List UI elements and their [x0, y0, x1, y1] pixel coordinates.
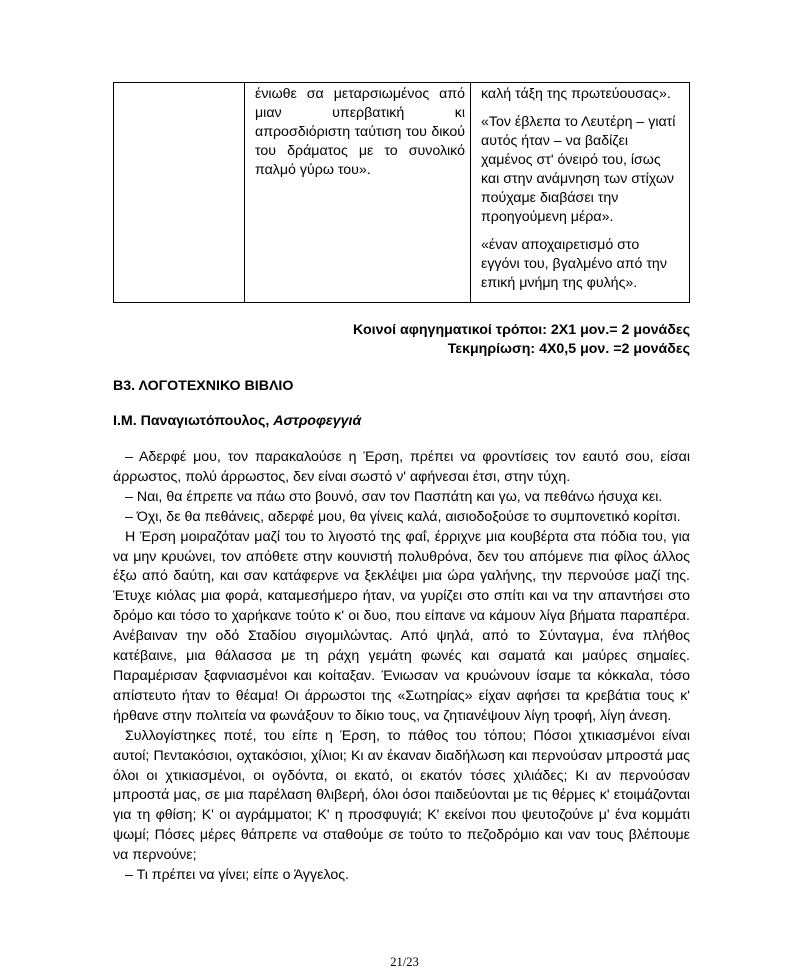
- book-author: Ι.Μ. Παναγιωτόπουλος,: [113, 413, 274, 429]
- paragraph: – Τι πρέπει να γίνει; είπε ο Άγγελος.: [125, 867, 349, 884]
- paragraph: – Όχι, δε θα πεθάνεις, αδερφέ μου, θα γίνεις καλά, αισιοδοξούσε το συμπονετικό κορίτσι.: [125, 508, 681, 525]
- book-title: Αστροφεγγιά: [273, 413, 362, 429]
- interpretation-text: ένιωθε σα μεταρσιωμένος από μιαν υπερβατική κι απροσδιόριστη ταύτιση του δικού του δράματος με το συνολικό παλμό γύρω του».: [255, 86, 465, 178]
- excerpt-text: [113, 448, 690, 886]
- section-title: Β3. ΛΟΓΟΤΕΧΝΙΚΟ ΒΙΒΛΙΟ: [113, 378, 294, 394]
- paragraph: – Ναι, θα έπρεπε να πάω στο βουνό, σαν τον Πασπάτη και γω, να πεθάνω ήσυχα κει.: [125, 488, 663, 505]
- scoring-line-2: Τεκμηρίωση: 4Χ0,5 μον. =2 μονάδες: [447, 341, 690, 357]
- paragraph: Συλλογίστηκες ποτέ, του είπε η Έρση, το πάθος του τόπου; Πόσοι χτικιασμένοι είναι αυτοί; Πεντακόσιοι, οχτακόσιοι, χίλιοι; Κι αν έκαναν διαδήλωση και περνούσαν μπροστά μας όλοι οι χτικιασμένοι, οι ογδόντα, οι εκατό, οι εκατόν τόσες χιλιάδες; Κι αν περνούσαν μπροστά μας, σε μια παρέλαση θλιβερή, όλοι όσοι παιδεύονται με τις θέρμες κ' ετοιμάζονται για τη φθίση; Κ' οι αγράμματοι; Κ' η προσφυγιά; Κ' εκείνοι που ψευτοζούνε μ' ένα κομμάτι ψωμί; Πόσες μέρες θάπρεπε να σταθούμε σε τούτο το πεζοδρόμιο και ναν τους βλέπουμε να περνούνε;: [113, 727, 690, 864]
- quote-text: καλή τάξη της πρωτεύουσας».: [481, 86, 671, 102]
- paragraph: – Αδερφέ μου, τον παρακαλούσε η Έρση, πρέπει να φροντίσεις τον εαυτό σου, είσαι άρρωστος, πολύ άρρωστος, δεν είναι σωστό ν' αφήνεσαι έτσι, στην τύχη.: [113, 449, 690, 485]
- page-number: 21/23: [390, 955, 419, 969]
- book-heading: [113, 412, 361, 431]
- scoring-line-1: Κοινοί αφηγηματικοί τρόποι: 2Χ1 μον.= 2 μονάδες: [353, 322, 690, 338]
- table-cell-interpretation: [245, 83, 471, 303]
- answer-table: [113, 82, 690, 303]
- quote-text: «Τον έβλεπα το Λευτέρη – γιατί αυτός ήταν – να βαδίζει χαμένος στ' όνειρό του, ίσως και στην ανάμνηση των στίχων πούχαμε διαβάσει την προηγούμενη μέρα».: [481, 114, 676, 225]
- quote-text: «έναν αποχαιρετισμό στο εγγόνι του, βγαλμένο από την επική μνήμη της φυλής».: [481, 237, 667, 291]
- table-row: [114, 83, 690, 303]
- table-cell-empty: [114, 83, 245, 303]
- paragraph: Η Έρση μοιραζόταν μαζί του το λιγοστό της φαΐ, έρριχνε μια κουβέρτα στα πόδια του, για να μην κρυώνει, τον απόθετε στην κουνιστή πολυθρόνα, δεν του απόμενε πια φίλος άλλος έξω από δαύτη, και σαν κατάφερνε να ξεκλέψει μια ώρα γαλήνης, την περνούσε μαζί της. Έτυχε κιόλας μια φορά, καταμεσήμερο ήταν, να γυρίζει στο σπίτι και να την απαντήσει στο δρόμο και τόσο το χαρήκανε τούτο κ' οι δυο, που είπανε να κάμουν λίγα βήματα παραπέρα. Ανέβαιναν την οδό Σταδίου σιγομιλώντας. Από ψηλά, από το Σύνταγμα, ένα πλήθος κατέβαινε, μια θάλασσα με τη ράχη γεμάτη φωνές και σαματά και μαύρες σημαίες. Παραμέρισαν ξαφνιασμένοι και κοίταξαν. Ένιωσαν να κρυώνουν ίσαμε τα κόκκαλα, τόσο απίστευτο ήταν το θέαμα! Οι άρρωστοι της «Σωτηρίας» είχαν αφήσει τα κρεβάτια τους κ' ήρθανε στην πολιτεία να φωνάξουν το δίκιο τους, να ζητιανέψουν λίγη τροφή, λίγη άνεση.: [113, 528, 690, 724]
- table-cell-quotes: [471, 83, 690, 303]
